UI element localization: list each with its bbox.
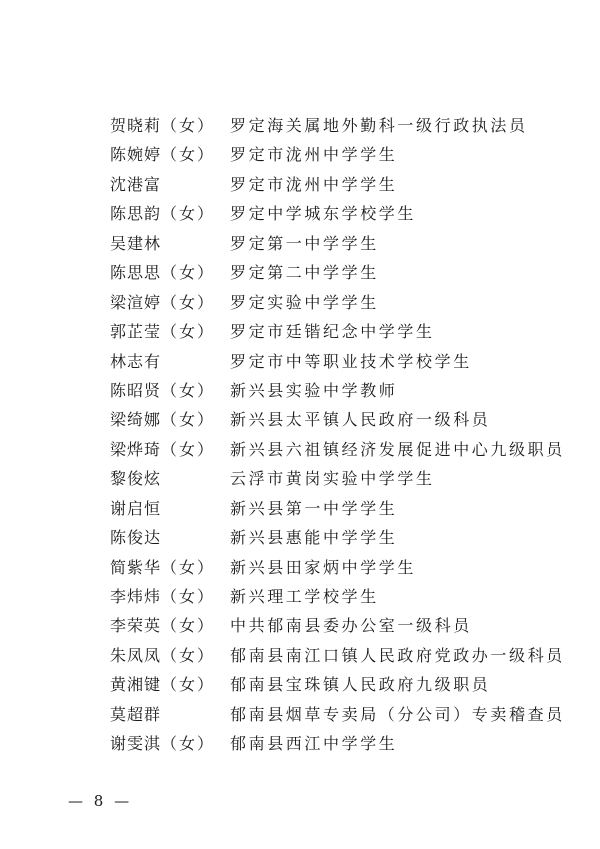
- person-name: 李荣英: [110, 616, 162, 636]
- person-name-block: [110, 670, 215, 699]
- gender-note: （女）: [161, 292, 216, 312]
- person-name-block: [110, 641, 215, 670]
- gender-note: （女）: [161, 587, 216, 606]
- list-item: [0, 317, 600, 346]
- person-name: 陈思思: [110, 263, 162, 283]
- person-name-block: [110, 729, 215, 758]
- list-item: [0, 670, 600, 699]
- list-item: [0, 288, 600, 317]
- list-item: [0, 435, 600, 464]
- gender-note: （女）: [161, 322, 216, 342]
- list-item: [0, 553, 600, 582]
- list-item: [0, 258, 600, 287]
- gender-note: （女）: [161, 616, 216, 636]
- gender-note: （女）: [161, 116, 216, 135]
- person-name-block: [110, 111, 215, 140]
- organization-title: 郁南县宝珠镇人民政府九级职员: [230, 675, 491, 695]
- organization-title: 罗定市中等职业技术学校学生: [230, 351, 472, 371]
- organization-title: 新兴县太平镇人民政府一级科员: [230, 410, 491, 430]
- person-name: 简紫华: [110, 557, 162, 577]
- gender-note: （女）: [161, 410, 216, 430]
- person-name: 黄湘键: [110, 675, 162, 695]
- gender-note: （女）: [161, 263, 216, 283]
- list-item: [0, 523, 600, 552]
- organization-title: 罗定海关属地外勤科一级行政执法员: [230, 116, 528, 135]
- person-name-block: [110, 140, 215, 169]
- person-name: 吴建林: [110, 233, 162, 253]
- person-name: 贺晓莉: [110, 116, 162, 135]
- person-name: 郭芷莹: [110, 322, 162, 342]
- person-name-block: [110, 258, 215, 287]
- person-name: 陈婉婷: [110, 145, 162, 165]
- organization-title: 新兴县实验中学教师: [230, 380, 398, 400]
- gender-note: （女）: [161, 645, 216, 665]
- gender-note: （女）: [161, 380, 216, 400]
- organization-title: 罗定实验中学学生: [230, 292, 379, 312]
- organization-title: 新兴县田家炳中学学生: [230, 557, 417, 577]
- person-name-block: [110, 405, 215, 434]
- person-name: 莫超群: [110, 704, 162, 724]
- person-name-block: [110, 288, 215, 317]
- organization-title: 罗定第二中学学生: [230, 263, 379, 283]
- list-item: [0, 405, 600, 434]
- person-name-block: [110, 464, 161, 493]
- person-name: 陈思韵: [110, 204, 162, 224]
- list-item: [0, 229, 600, 258]
- gender-note: （女）: [161, 675, 216, 695]
- list-item: [0, 376, 600, 405]
- person-name: 李炜炜: [110, 587, 162, 606]
- person-name-block: [110, 347, 161, 376]
- gender-note: （女）: [161, 439, 216, 459]
- person-name-block: [110, 376, 215, 405]
- person-name: 朱凤凤: [110, 645, 162, 665]
- person-name: 梁绮娜: [110, 410, 162, 430]
- list-item: [0, 464, 600, 493]
- person-name: 梁渲婷: [110, 292, 162, 312]
- organization-title: 新兴县第一中学学生: [230, 498, 398, 518]
- organization-title: 中共郁南县委办公室一级科员: [230, 616, 472, 636]
- person-name: 沈港富: [110, 174, 162, 194]
- list-item: [0, 729, 600, 758]
- organization-title: 云浮市黄岗实验中学学生: [230, 469, 435, 489]
- person-name-block: [110, 611, 215, 640]
- organization-title: 郁南县南江口镇人民政府党政办一级科员: [230, 645, 565, 665]
- organization-title: 罗定市泷州中学学生: [230, 145, 398, 165]
- person-name-block: [110, 523, 161, 552]
- organization-title: 新兴县六祖镇经济发展促进中心九级职员: [230, 439, 565, 459]
- list-item: [0, 111, 600, 140]
- gender-note: （女）: [161, 204, 216, 224]
- list-item: [0, 700, 600, 729]
- gender-note: （女）: [161, 145, 216, 165]
- person-name: 林志有: [110, 351, 162, 371]
- person-name-block: [110, 700, 161, 729]
- person-name: 谢雯淇: [110, 734, 162, 754]
- person-name-block: [110, 229, 161, 258]
- person-name-block: [110, 199, 215, 228]
- organization-title: 罗定市廷锴纪念中学学生: [230, 322, 435, 342]
- person-name: 陈昭贤: [110, 380, 162, 400]
- page-number: — 8 —: [68, 792, 133, 810]
- organization-title: 罗定第一中学学生: [230, 233, 379, 253]
- person-name-block: [110, 494, 161, 523]
- person-name: 梁烨琦: [110, 439, 162, 459]
- organization-title: 郁南县烟草专卖局（分公司）专卖稽查员: [230, 704, 565, 724]
- list-item: [0, 140, 600, 169]
- list-item: [0, 347, 600, 376]
- list-item: [0, 199, 600, 228]
- person-name: 黎俊炫: [110, 469, 162, 489]
- list-item: [0, 611, 600, 640]
- name-list: [0, 111, 600, 759]
- person-name-block: [110, 582, 215, 611]
- list-item: [0, 641, 600, 670]
- organization-title: 新兴县惠能中学学生: [230, 528, 398, 548]
- person-name-block: [110, 553, 215, 582]
- gender-note: （女）: [161, 557, 216, 577]
- list-item: [0, 170, 600, 199]
- organization-title: 罗定市泷州中学学生: [230, 174, 398, 194]
- organization-title: 新兴理工学校学生: [230, 587, 379, 606]
- person-name: 陈俊达: [110, 528, 162, 548]
- person-name-block: [110, 170, 161, 199]
- list-item: [0, 494, 600, 523]
- gender-note: （女）: [161, 734, 216, 754]
- person-name-block: [110, 435, 215, 464]
- list-item: [0, 582, 600, 611]
- person-name-block: [110, 317, 215, 346]
- organization-title: 罗定中学城东学校学生: [230, 204, 417, 224]
- organization-title: 郁南县西江中学学生: [230, 734, 398, 754]
- person-name: 谢启恒: [110, 498, 162, 518]
